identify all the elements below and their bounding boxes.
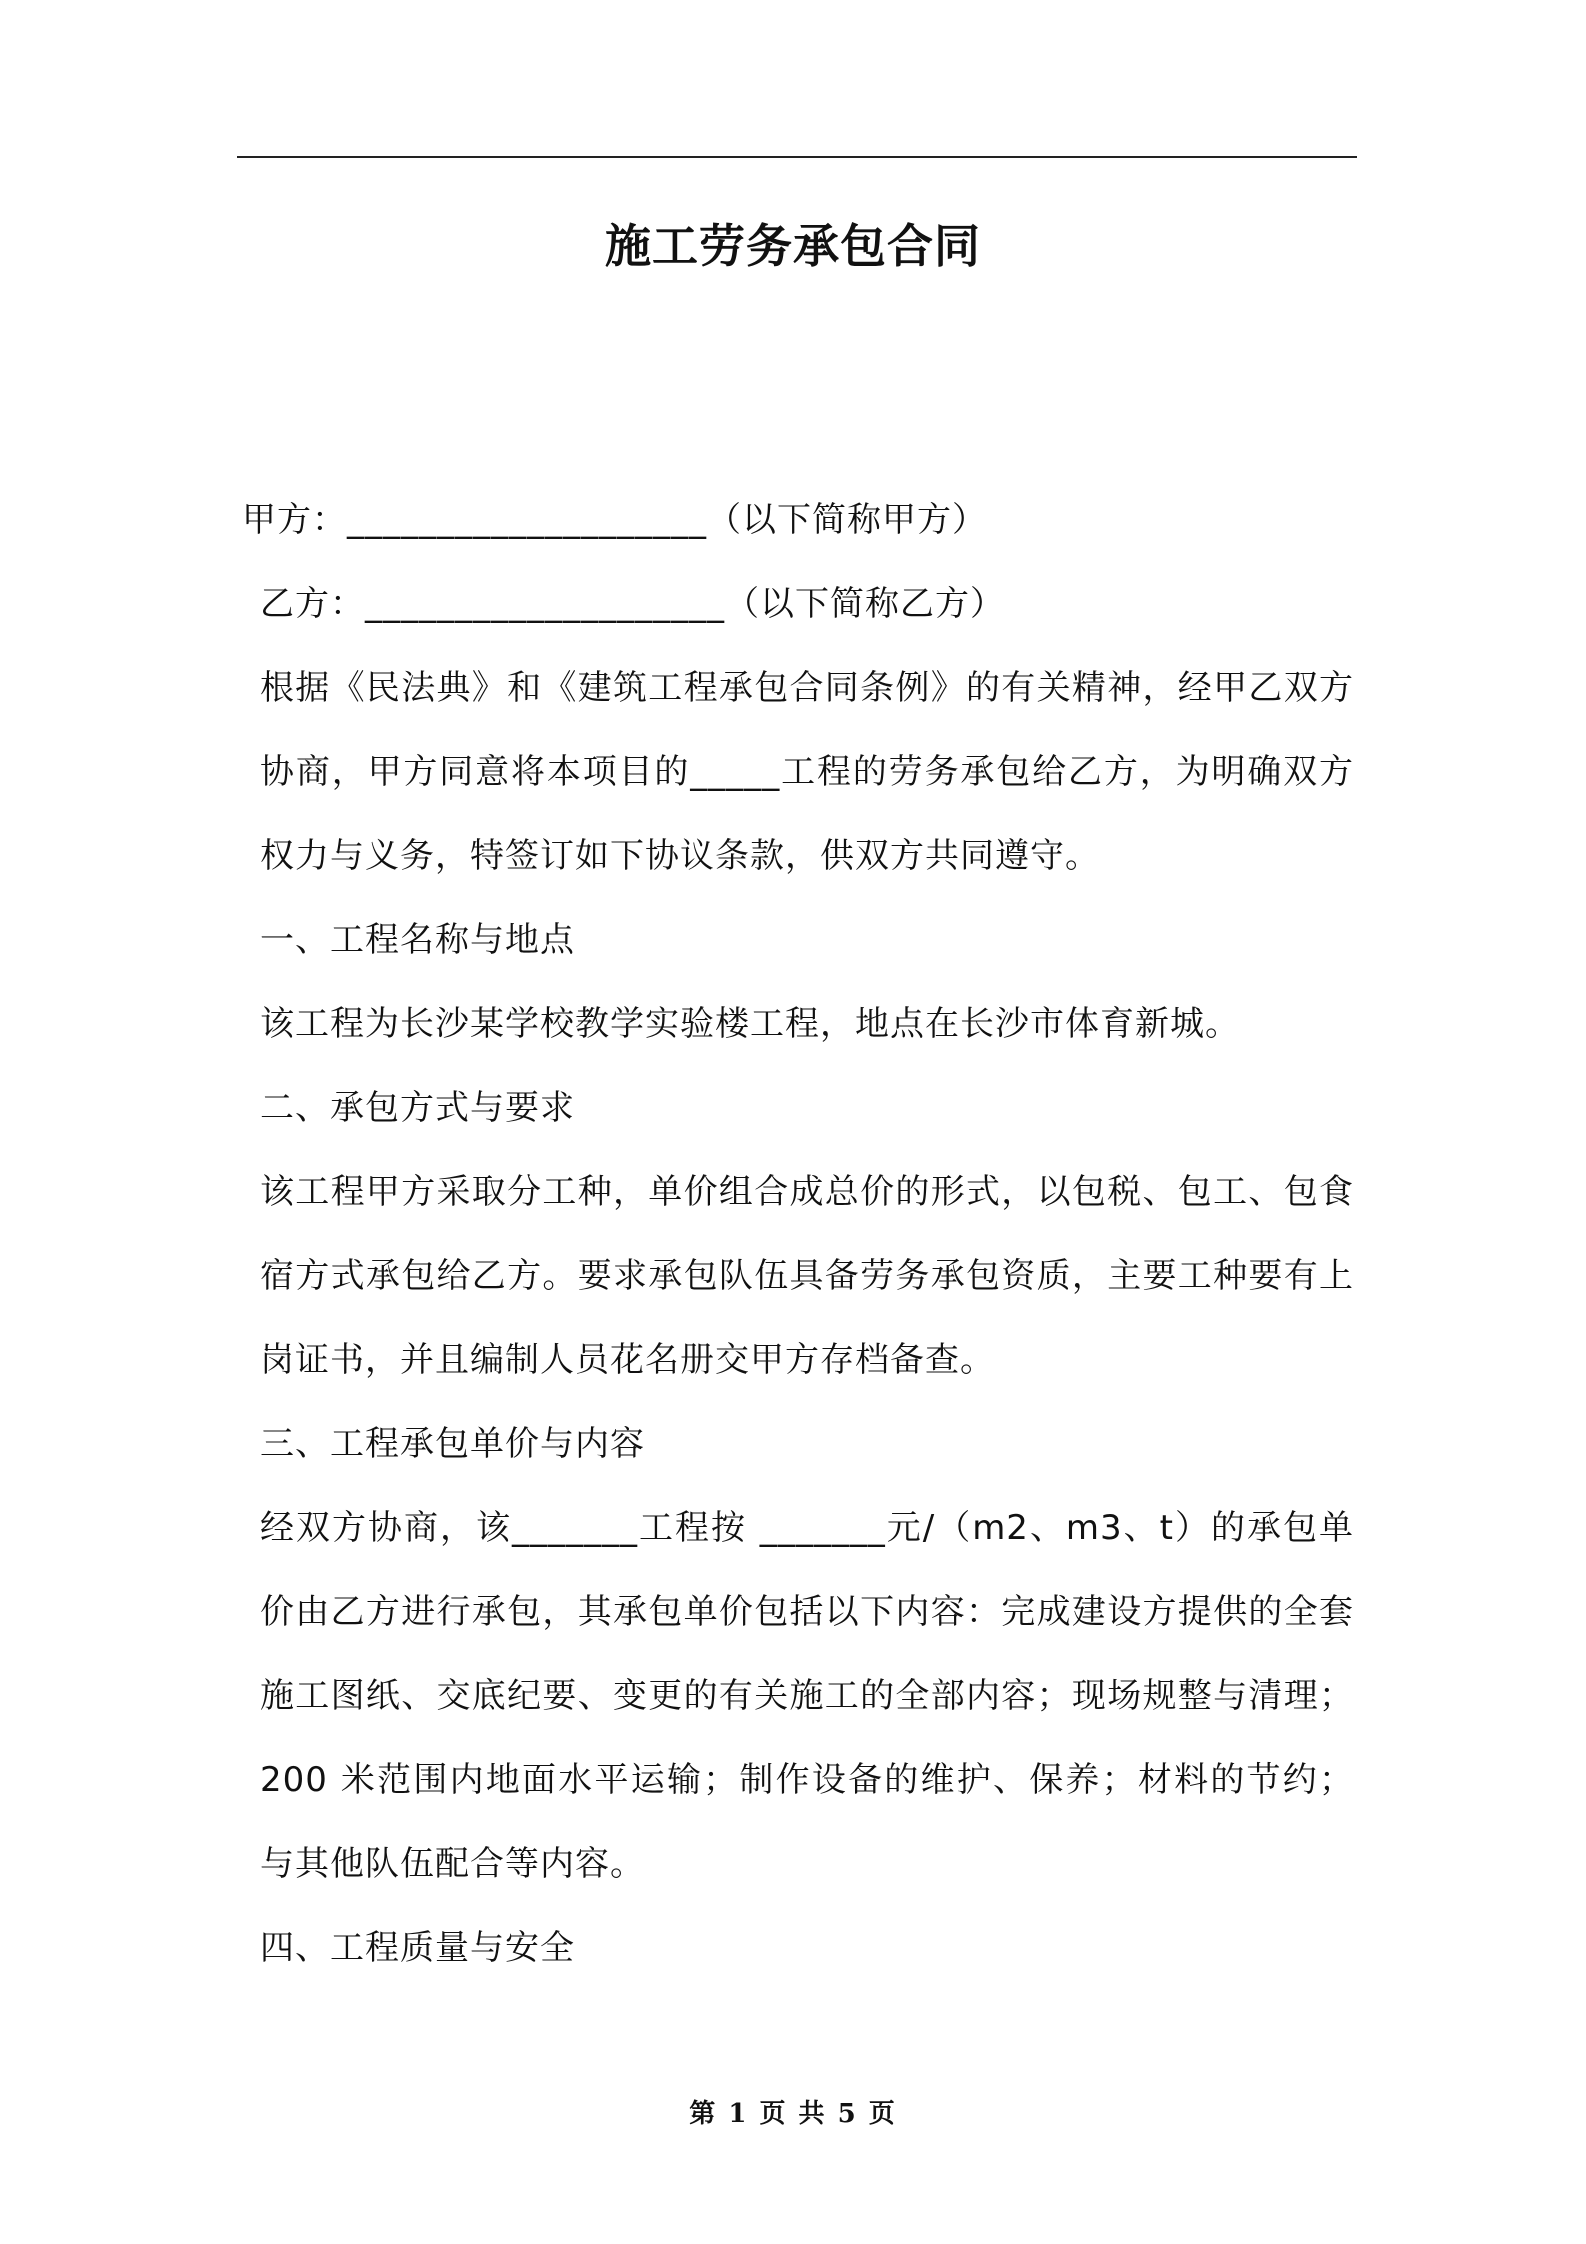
party-a-line: 甲方：____________________（以下简称甲方）: [242, 500, 987, 540]
party-b-line: 乙方：____________________（以下简称乙方）: [260, 584, 1005, 624]
section-paragraph-2: 该工程甲方采取分工种，单价组合成总价的形式，以包税、包工、包食宿方式承包给乙方。要求承包队伍具备劳务承包资质，主要工种要有上岗证书，并且编制人员花名册交甲方存档备查。: [260, 1172, 1354, 1380]
section-paragraph-3: 经双方协商，该_______工程按 _______元/（m2、m3、t）的承包单价由乙方进行承包，其承包单价包括以下内容：完成建设方提供的全套施工图纸、交底纪要、变更的有关施工的全部内容；现场规整与清理；200 米范围内地面水平运输；制作设备的维护、保养；材料的节约；与其他队伍配合等内容。: [260, 1508, 1354, 1884]
section-heading-3: 三、工程承包单价与内容: [260, 1424, 645, 1464]
header-rule: [237, 156, 1357, 158]
document-title: 施工劳务承包合同: [605, 219, 981, 273]
page-footer: 第 1 页 共 5 页: [689, 2099, 897, 2129]
document-body: [242, 478, 1354, 1990]
preamble-paragraph: 根据《民法典》和《建筑工程承包合同条例》的有关精神，经甲乙双方协商，甲方同意将本项目的_____工程的劳务承包给乙方，为明确双方权力与义务，特签订如下协议条款，供双方共同遵守。: [260, 668, 1354, 876]
section-heading-2: 二、承包方式与要求: [260, 1088, 575, 1128]
section-heading-1: 一、工程名称与地点: [260, 920, 575, 960]
section-heading-4: 四、工程质量与安全: [260, 1928, 575, 1968]
section-paragraph-1: 该工程为长沙某学校教学实验楼工程，地点在长沙市体育新城。: [260, 1004, 1240, 1044]
